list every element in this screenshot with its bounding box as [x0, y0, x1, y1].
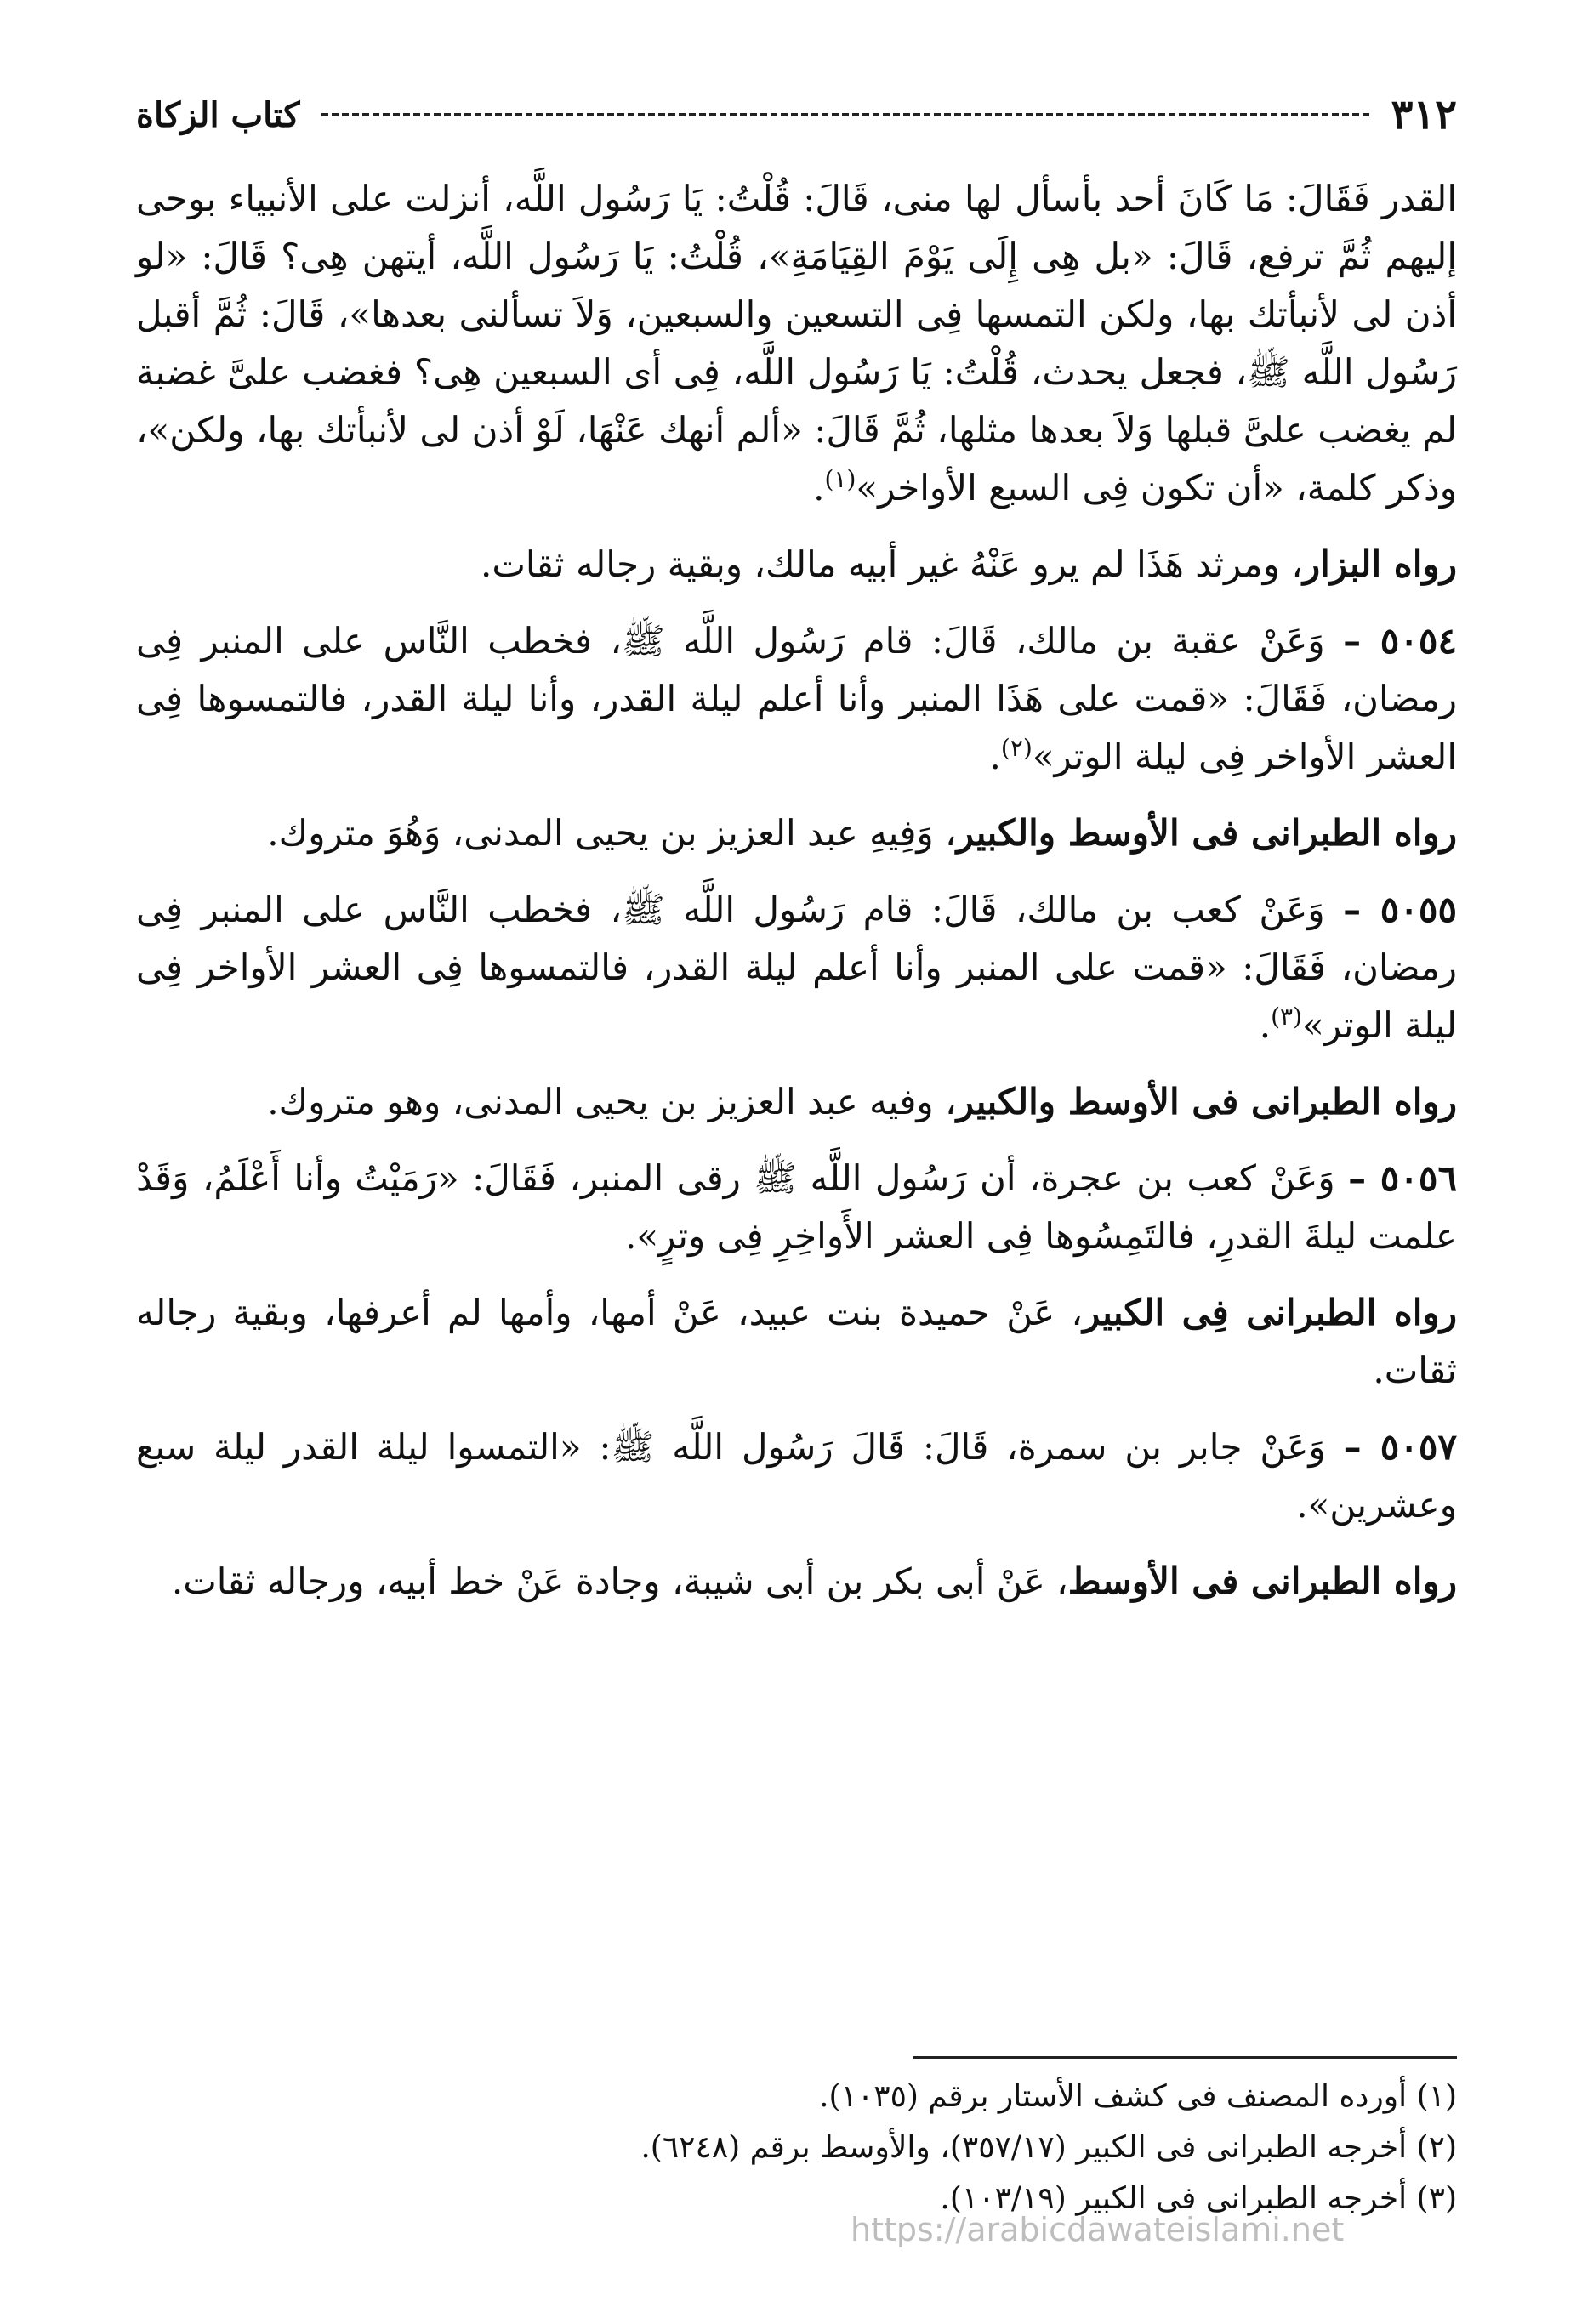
paragraph-tail: . [989, 736, 1001, 777]
footnote-ref: (١) [824, 465, 856, 493]
paragraph [136, 804, 1457, 862]
paragraph-text: ، عَنْ أبى بكر بن أبى شيبة، وجادة عَنْ خط أبيه، ورجاله ثقات. [171, 1560, 1068, 1602]
paragraph-text: القدر فَقَالَ: مَا كَانَ أحد بأسأل لها منى، قَالَ: قُلْتُ: يَا رَسُول اللَّه، أنزلت على الأنبياء بوحى إليهم ثُمَّ ترفع، قَالَ: «بل هِى إِلَى يَوْمَ القِيَامَةِ»، قُلْتُ: يَا رَسُول اللَّه، أيتهن هِى؟ قَالَ: «لو أذن لى لأنبأتك بها، ولكن التمسها فِى التسعين والسبعين، وَلاَ تسألنى بعدها»، قَالَ: ثُمَّ أقبل رَسُول اللَّه ﷺ، فجعل يحدث، قُلْتُ: يَا رَسُول اللَّه، فِى أى السبعين هِى؟ فغضب علىَّ غضبة لم يغضب علىَّ قبلها وَلاَ بعدها مثلها، ثُمَّ قَالَ: «ألم أنهك عَنْهَا، لَوْ أذن لى لأنبأتك بها، ولكن»، وذكر كلمة، «أن تكون فِى السبع الأواخر» [136, 178, 1457, 509]
paragraph [136, 612, 1457, 786]
book-title: كتاب الزكاة [136, 94, 300, 135]
paragraph [136, 1553, 1457, 1611]
watermark-url: https://arabicdawateislami.net [851, 2211, 1345, 2248]
paragraph-text: وَعَنْ جابر بن سمرة، قَالَ: قَالَ رَسُول اللَّه ﷺ: «التمسوا ليلة القدر ليلة سبع وعشرين». [136, 1426, 1457, 1526]
header-rule [321, 113, 1368, 116]
hadith-number: ٥٠٥٧ – [1343, 1426, 1458, 1468]
footnote-separator [913, 2056, 1457, 2059]
footnote-ref: (٣) [1271, 1003, 1303, 1031]
paragraph-text: ، عَنْ حميدة بنت عبيد، عَنْ أمها، وأمها لم أعرفها، وبقية رجاله ثقات. [136, 1292, 1457, 1391]
narrator-label: رواه البزار [1302, 543, 1457, 585]
paragraph [136, 1150, 1457, 1265]
paragraph [136, 881, 1457, 1054]
hadith-number: ٥٠٥٦ – [1348, 1157, 1458, 1199]
footnote-item: (٣) أخرجه الطبرانى فى الكبير (١٠٣/١٩). [940, 2181, 1457, 2216]
paragraph [136, 1418, 1457, 1534]
paragraph [136, 170, 1457, 517]
narrator-label: رواه الطبرانى فى الأوسط والكبير [956, 1081, 1457, 1122]
paragraph-text: وَعَنْ كعب بن عجرة، أن رَسُول اللَّه ﷺ رقى المنبر، فَقَالَ: «رَمَيْتُ وأنا أَعْلَمُ، وَقَدْ علمت ليلةَ القدرِ، فالتَمِسُوها فِى العشر الأَواخِرِ فِى وترٍ». [136, 1157, 1457, 1257]
paragraph-tail: . [1259, 1004, 1272, 1046]
page-header [136, 85, 1457, 145]
page-number: ٣١٢ [1391, 91, 1457, 139]
paragraph-text: وَعَنْ كعب بن مالك، قَالَ: قام رَسُول اللَّه ﷺ، فخطب النَّاس على المنبر فِى رمضان، فَقَالَ: «قمت على المنبر وأنا أعلم ليلة القدر، فالتمسوها فِى العشر الأواخر فِى ليلة الوتر» [136, 889, 1457, 1046]
paragraph-text: وَعَنْ عقبة بن مالك، قَالَ: قام رَسُول اللَّه ﷺ، فخطب النَّاس على المنبر فِى رمضان، فَقَالَ: «قمت على هَذَا المنبر وأنا أعلم ليلة القدر، وأنا ليلة القدر، فالتمسوها فِى العشر الأواخر فِى ليلة الوتر» [136, 620, 1457, 777]
narrator-label: رواه الطبرانى فى الأوسط [1067, 1560, 1457, 1602]
hadith-number: ٥٠٥٥ – [1343, 889, 1457, 930]
footnotes [136, 2071, 1457, 2225]
paragraph [136, 1284, 1457, 1400]
footnote-item: (١) أورده المصنف فى كشف الأستار برقم (١٠٣٥). [819, 2079, 1457, 2114]
narrator-label: رواه الطبرانى فى الأوسط والكبير [956, 812, 1457, 854]
main-text [136, 170, 1457, 1629]
paragraph-tail: . [813, 467, 825, 509]
paragraph-text: ، ومرثد هَذَا لم يرو عَنْهُ غير أبيه مالك، وبقية رجاله ثقات. [480, 543, 1303, 585]
footnote-ref: (٢) [1000, 734, 1033, 762]
narrator-label: رواه الطبرانى فِى الكبير [1082, 1292, 1457, 1333]
hadith-number: ٥٠٥٤ – [1343, 620, 1457, 662]
paragraph-text: ، وَفِيهِ عبد العزيز بن يحيى المدنى، وَهُوَ متروك. [267, 812, 957, 854]
footnote-item: (٢) أخرجه الطبرانى فى الكبير (٣٥٧/١٧)، والأوسط برقم (٦٢٤٨). [640, 2130, 1457, 2165]
paragraph [136, 536, 1457, 594]
paragraph-text: ، وفيه عبد العزيز بن يحيى المدنى، وهو متروك. [267, 1081, 957, 1122]
paragraph [136, 1073, 1457, 1131]
